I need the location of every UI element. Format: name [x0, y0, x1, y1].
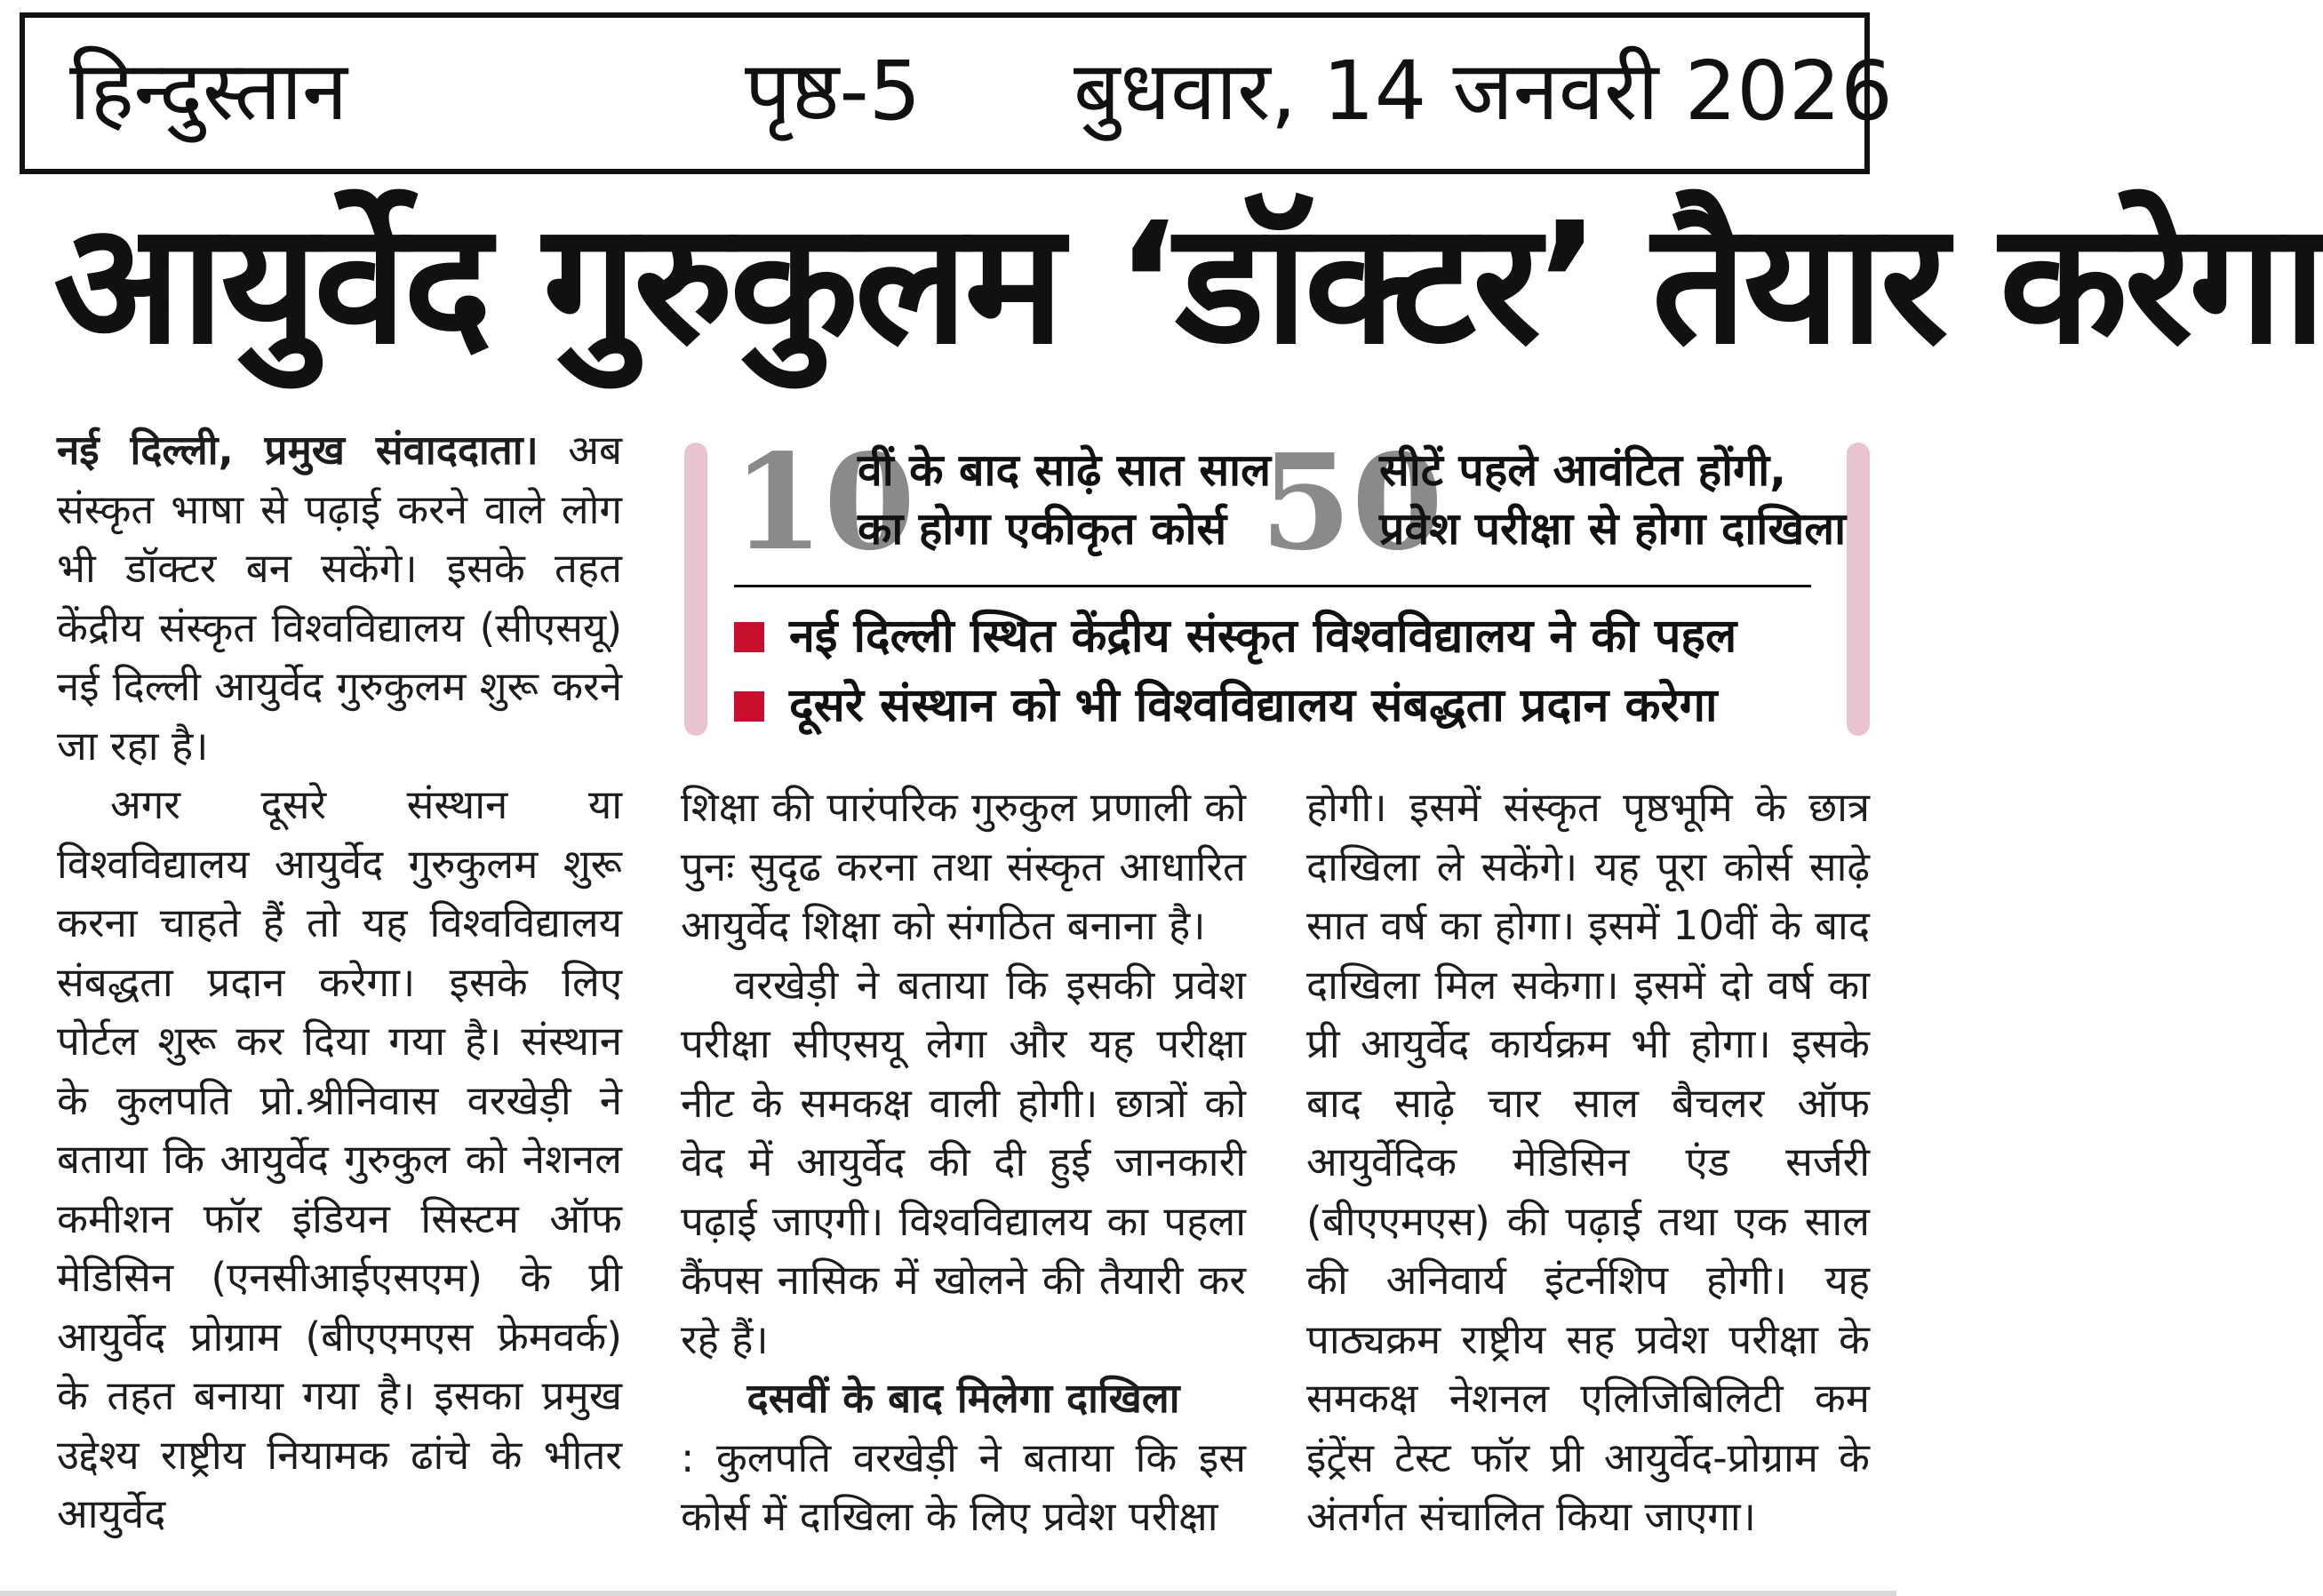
article-column-2 — [681, 778, 1246, 1547]
fact-1-text — [858, 441, 1271, 558]
page-number: पृष्ठ-5 — [745, 44, 922, 139]
highlight-2-text: दूसरे संस्थान को भी विश्वविद्यालय संबद्धता प्रदान करेगा — [789, 679, 1718, 732]
paragraph-2: अगर दूसरे संस्थान या विश्वविद्यालय आयुर्वेद गुरुकुलम शुरू करना चाहते हैं तो यह विश्वविद्यालय संबद्धता प्रदान करेगा। इसके लिए पोर्टल शुरू कर दिया गया है। संस्थान के कुलपति प्रो.श्रीनिवास वरखेड़ी ने बताया कि आयुर्वेद गुरुकुल को नेशनल कमीशन फॉर इंडियन सिस्टम ऑफ मेडिसिन (एनसीआईएसएम) के प्री आयुर्वेद प्रोग्राम (बीएएमएस फ्रेमवर्क) के तहत बनाया गया है। इसका प्रमुख उद्देश्य राष्ट्रीय नियामक ढांचे के भीतर आयुर्वेद — [57, 781, 622, 1537]
newspaper-name: हिन्दुस्तान — [69, 44, 348, 139]
highlight-1-text: नई दिल्ली स्थित केंद्रीय संस्कृत विश्वविद्यालय ने की पहल — [789, 610, 1737, 663]
highlight-bullet-1 — [734, 602, 1818, 670]
red-square-bullet-icon — [734, 691, 764, 722]
paragraph-4: वरखेड़ी ने बताया कि इसकी प्रवेश परीक्षा सीएसयू लेगा और यह परीक्षा नीट के समकक्ष वाली होगी। छात्रों को वेद में आयुर्वेद की दी हुई जानकारी पढ़ाई जाएगी। विश्वविद्यालय का पहला कैंपस नासिक में खोलने की तैयारी कर रहे हैं। — [681, 961, 1246, 1363]
fact-box-left-bar — [684, 443, 707, 736]
publication-date: बुधवार, 14 जनवरी 2026 — [1074, 44, 1893, 139]
masthead — [20, 12, 1893, 174]
paragraph-3: शिक्षा की पारंपरिक गुरुकुल प्रणाली को पुनः सुदृढ करना तथा संस्कृत आधारित आयुर्वेद शिक्षा को संगठित बनाना है। — [681, 784, 1246, 949]
fact-2-line-1: सीटें पहले आवंटित होंगी, — [1379, 444, 1787, 496]
fact-1-line-1: वीं के बाद साढ़े सात साल — [858, 444, 1272, 496]
dateline: नई दिल्ली, प्रमुख संवाददाता। — [57, 427, 539, 474]
article-column-1 — [57, 421, 622, 1544]
highlight-bullet-2 — [734, 672, 1818, 739]
headline: आयुर्वेद गुरुकुलम ‘डॉक्टर’ तैयार करेगा — [53, 187, 2323, 381]
fact-box-right-bar — [1847, 443, 1870, 736]
paragraph-1-text: अब संस्कृत भाषा से पढ़ाई करने वाले लोग भी डॉक्टर बन सकेंगे। इसके तहत केंद्रीय संस्कृत विश्वविद्यालय (सीएसयू) नई दिल्ली आयुर्वेद गुरुकुलम शुरू करने जा रहा है। — [57, 427, 622, 770]
fact-1-number: 10 — [732, 425, 915, 579]
red-square-bullet-icon — [734, 622, 764, 652]
fact-box — [675, 425, 1847, 736]
paragraph-6: होगी। इसमें संस्कृत पृष्ठभूमि के छात्र दाखिला ले सकेंगे। यह पूरा कोर्स साढ़े सात वर्ष का होगा। इसमें 10वीं के बाद दाखिला मिल सकेगा। इसमें दो वर्ष का प्री आयुर्वेद कार्यक्रम भी होगा। इसके बाद साढ़े चार साल बैचलर ऑफ आयुर्वेदिक मेडिसिन एंड सर्जरी (बीएएमएस) की पढ़ाई तथा एक साल की अनिवार्य इंटर्नशिप होगी। यह पाठ्यक्रम राष्ट्रीय सह प्रवेश परीक्षा के समकक्ष नेशनल एलिजिबिलिटी कम इंट्रेंस टेस्ट फॉर प्री आयुर्वेद-प्रोग्राम के अंतर्गत संचालित किया जाएगा। — [1306, 784, 1870, 1540]
fact-2-text — [1379, 441, 1846, 558]
fact-2-number: 50 — [1260, 425, 1443, 579]
fact-box-divider — [734, 585, 1811, 587]
paragraph-5: : कुलपति वरखेड़ी ने बताया कि इस कोर्स में दाखिला के लिए प्रवेश परीक्षा — [681, 1433, 1246, 1540]
article-column-3 — [1306, 778, 1870, 1547]
page-bottom-edge — [0, 1591, 1896, 1596]
fact-2-line-2: प्रवेश परीक्षा से होगा दाखिला — [1379, 503, 1847, 555]
subheading: दसवीं के बाद मिलेगा दाखिला — [746, 1375, 1180, 1422]
fact-1-line-2: का होगा एकीकृत कोर्स — [858, 503, 1227, 555]
paragraph-1 — [57, 421, 622, 776]
